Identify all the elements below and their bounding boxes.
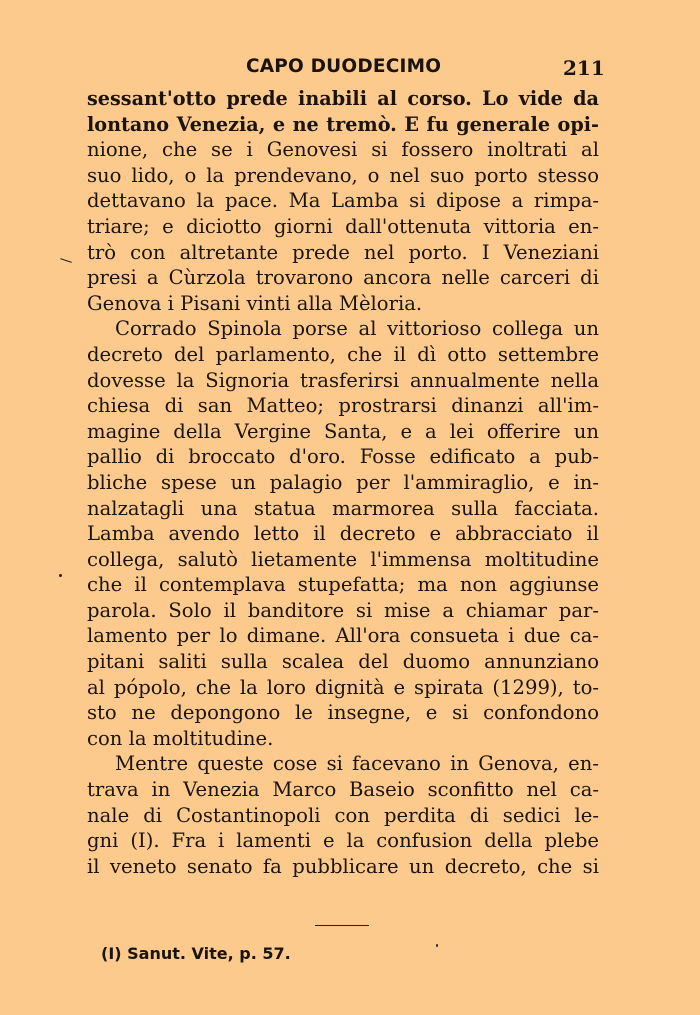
footnote-rule [315, 925, 369, 926]
margin-mark [60, 258, 72, 263]
footnote: (I) Sanut. Vite, p. 57. [101, 944, 291, 963]
text-line: sto ne depongono le insegne, e si confondono [87, 701, 599, 725]
paragraph-start-line: Mentre queste cose si facevano in Genova, en- [115, 752, 599, 776]
text-line: sessant'otto prede inabili al corso. Lo vide da [87, 87, 599, 110]
text-line: pallio di broccato d'oro. Fosse edificato a pub- [87, 445, 599, 469]
text-line: trava in Venezia Marco Baseio sconfitto nel ca- [87, 778, 599, 802]
body-text [87, 86, 599, 879]
text-line: collega, salutò lietamente l'immensa moltitudine [87, 547, 599, 571]
paragraph-start-line: Corrado Spinola porse al vittorioso collega un [115, 317, 599, 341]
text-line: decreto del parlamento, che il dì otto settembre [87, 342, 599, 366]
text-line: lontano Venezia, e ne tremò. E fu generale opi- [87, 112, 599, 136]
text-line: dovesse la Signoria trasferirsi annualmente nella [87, 368, 599, 392]
text-line: chiesa di san Matteo; prostrarsi dinanzi all'im- [87, 394, 599, 418]
text-line: con la moltitudine. [87, 726, 274, 750]
running-head [0, 56, 700, 82]
text-line: trò con altretante prede nel porto. I Veneziani [87, 240, 599, 264]
text-line: nalzatagli una statua marmorea sulla facciata. [87, 496, 599, 520]
text-line: bliche spese un palagio per l'ammiraglio, e in- [87, 470, 599, 494]
text-line: gni (I). Fra i lamenti e la confusion della plebe [87, 829, 599, 853]
text-line: Lamba avendo letto il decreto e abbracciato il [87, 522, 599, 546]
chapter-title: CAPO DUODECIMO [246, 56, 442, 77]
text-line: triare; e diciotto giorni dall'ottenuta vittoria en- [87, 214, 599, 238]
text-line: parola. Solo il banditore si mise a chiamar par- [87, 598, 599, 622]
margin-dot [59, 574, 62, 577]
text-line: al pópolo, che la loro dignità e spirata (1299), to- [87, 675, 599, 699]
text-line: il veneto senato fa pubblicare un decreto, che si [87, 854, 599, 878]
text-line: presi a Cùrzola trovarono ancora nelle carceri di [87, 266, 599, 290]
text-line: Genova i Pisani vinti alla Mèloria. [87, 291, 423, 315]
text-line: dettavano la pace. Ma Lamba si dipose a rimpa- [87, 189, 599, 213]
text-line: pitani saliti sulla scalea del duomo annunziano [87, 650, 599, 674]
text-line: suo lido, o la prendevano, o nel suo porto stesso [87, 163, 599, 187]
print-speck [436, 944, 438, 947]
text-line: nale di Costantinopoli con perdita di sedici le- [87, 803, 599, 827]
text-line: magine della Vergine Santa, e a lei offerire un [87, 419, 599, 443]
text-line: lamento per lo dimane. All'ora consueta i due ca- [87, 624, 599, 648]
page-number: 211 [563, 56, 605, 80]
text-line: che il contemplava stupefatta; ma non aggiunse [87, 573, 599, 597]
text-line: nione, che se i Genovesi si fossero inoltrati al [87, 138, 599, 162]
